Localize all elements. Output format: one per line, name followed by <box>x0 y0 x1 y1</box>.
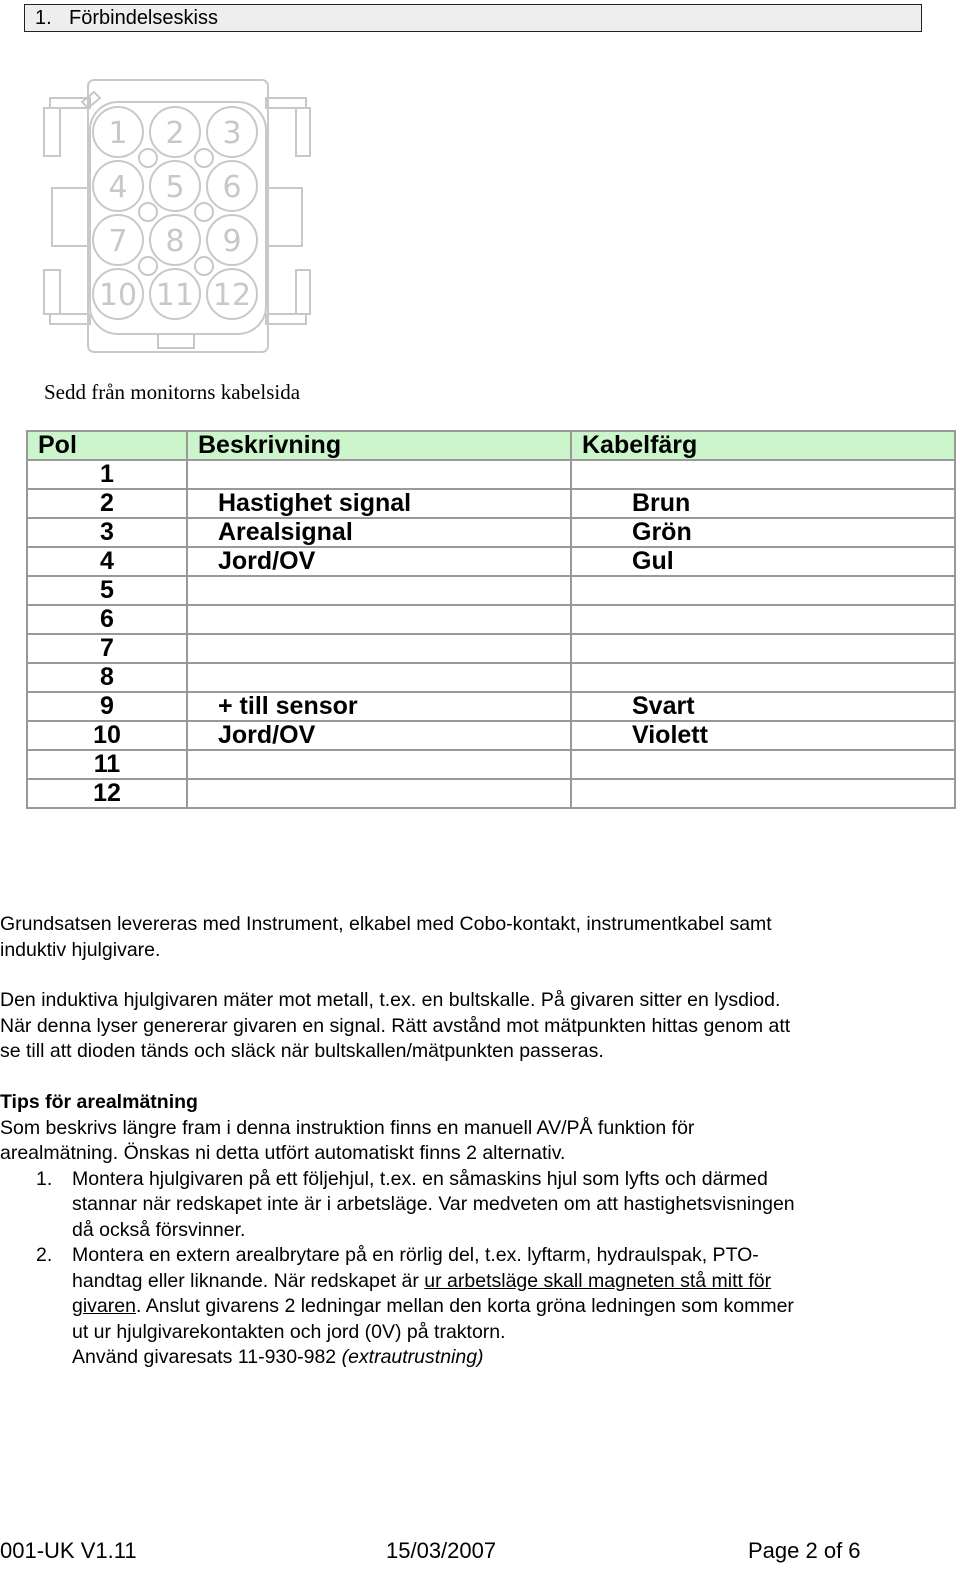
pin-label: 4 <box>108 170 128 205</box>
text-line: induktiv hjulgivare. <box>0 938 161 961</box>
connector-drawing <box>38 76 318 356</box>
table-row <box>27 489 955 518</box>
cell-color <box>571 750 955 779</box>
text-span: handtag eller liknande. När redskapet är <box>72 1269 425 1292</box>
cell-pol: 9 <box>27 692 187 721</box>
cell-description <box>187 605 571 634</box>
text-line: se till att dioden tänds och släck när bultskallen/mätpunkten passeras. <box>0 1040 604 1062</box>
cell-pol: 10 <box>27 721 187 750</box>
list-number: 1. <box>36 1167 53 1190</box>
table-row <box>27 721 955 750</box>
cell-description <box>187 750 571 779</box>
text-line: stannar när redskapet inte är i arbetsläge. Var medveten om att hastighetsvisningen <box>72 1193 795 1215</box>
connector-diagram <box>38 76 318 356</box>
text-line: Som beskrivs längre fram i denna instruktion finns en manuell AV/PÅ funktion för <box>0 1116 695 1139</box>
text-span: . Anslut givarens 2 ledningar mellan den korta gröna ledningen som kommer <box>135 1295 794 1317</box>
table-row <box>27 779 955 808</box>
table-row <box>27 692 955 721</box>
cell-description: Hastighet signal <box>187 489 571 518</box>
pin-label: 11 <box>155 278 195 313</box>
section-number: 1. <box>35 7 52 29</box>
cell-color: Brun <box>571 489 955 518</box>
paragraph-sensor <box>0 988 950 1065</box>
cell-pol: 5 <box>27 576 187 605</box>
pin-label: 6 <box>222 170 242 205</box>
table-header-row <box>27 431 955 460</box>
cell-description <box>187 576 571 605</box>
cell-color: Gul <box>571 547 955 576</box>
pin-label: 12 <box>212 278 252 313</box>
underlined-text: ur arbetsläge skall magneten stå mitt för <box>424 1269 772 1292</box>
text-line: ut ur hjulgivarekontakten och jord (0V) på traktorn. <box>72 1320 506 1343</box>
pin-label: 10 <box>98 278 138 313</box>
cell-description <box>187 779 571 808</box>
table-row <box>27 605 955 634</box>
footer-page: Page 2 of 6 <box>748 1538 861 1563</box>
diagram-caption: Sedd från monitorns kabelsida <box>44 380 301 404</box>
pin-label: 8 <box>165 224 185 259</box>
tips-list <box>0 1167 950 1371</box>
cell-description: + till sensor <box>187 692 571 721</box>
cell-description <box>187 663 571 692</box>
pin-label: 7 <box>108 224 128 259</box>
text-line: Den induktiva hjulgivaren mäter mot metall, t.ex. en bultskalle. På givaren sitter en lysdiod. <box>0 989 781 1011</box>
tips-section <box>0 1090 950 1371</box>
cell-description <box>187 634 571 663</box>
table-row <box>27 518 955 547</box>
footer-doc-id: 001-UK V1.11 <box>0 1538 137 1563</box>
text-line: då också försvinner. <box>72 1218 246 1241</box>
cell-pol: 11 <box>27 750 187 779</box>
table-row <box>27 663 955 692</box>
text-line <box>72 1345 950 1371</box>
list-item <box>0 1167 950 1244</box>
cell-pol: 7 <box>27 634 187 663</box>
text-line: Grundsatsen levereras med Instrument, elkabel med Cobo-kontakt, instrumentkabel samt <box>0 913 772 935</box>
cell-color <box>571 634 955 663</box>
text-line <box>72 1269 950 1295</box>
table-row <box>27 547 955 576</box>
list-item <box>0 1243 950 1371</box>
cell-color <box>571 460 955 489</box>
text-line: Montera hjulgivaren på ett följehjul, t.ex. en såmaskins hjul som lyfts och därmed <box>72 1167 768 1190</box>
cell-description: Jord/OV <box>187 547 571 576</box>
table-row <box>27 576 955 605</box>
cell-color: Violett <box>571 721 955 750</box>
text-line: arealmätning. Önskas ni detta utfört automatiskt finns 2 alternativ. <box>0 1142 566 1164</box>
header-cable-color: Kabelfärg <box>571 431 955 460</box>
text-line: När denna lyser genererar givaren en signal. Rätt avstånd mot mätpunkten hittas genom att <box>0 1014 791 1037</box>
cell-description: Jord/OV <box>187 721 571 750</box>
cell-pol: 8 <box>27 663 187 692</box>
text-line: Montera en extern arealbrytare på en rörlig del, t.ex. lyftarm, hydraulspak, PTO- <box>72 1244 759 1266</box>
cell-color: Svart <box>571 692 955 721</box>
cell-description <box>187 460 571 489</box>
underlined-text: givaren <box>72 1295 136 1317</box>
pin-label: 3 <box>222 116 242 151</box>
text-span: Använd givaresats 11-930-982 <box>72 1346 342 1368</box>
cell-color <box>571 663 955 692</box>
table-row <box>27 750 955 779</box>
header-pol: Pol <box>27 431 187 460</box>
pin-table <box>26 430 956 809</box>
paragraph-contents <box>0 912 950 963</box>
cell-description: Arealsignal <box>187 518 571 547</box>
cell-pol: 6 <box>27 605 187 634</box>
header-description: Beskrivning <box>187 431 571 460</box>
cell-pol: 12 <box>27 779 187 808</box>
footer-date: 15/03/2007 <box>386 1538 497 1563</box>
pin-label: 9 <box>222 224 242 259</box>
tips-heading: Tips för arealmätning <box>0 1091 198 1113</box>
section-header <box>24 4 922 32</box>
cell-color <box>571 779 955 808</box>
italic-text: (extrautrustning) <box>341 1346 484 1368</box>
pin-label: 1 <box>108 116 128 151</box>
cell-pol: 2 <box>27 489 187 518</box>
table-row <box>27 634 955 663</box>
cell-color: Grön <box>571 518 955 547</box>
section-title: Förbindelseskiss <box>69 7 218 29</box>
cell-color <box>571 576 955 605</box>
pin-label: 2 <box>165 116 185 151</box>
table-row <box>27 460 955 489</box>
pin-label: 5 <box>165 170 185 205</box>
cell-pol: 1 <box>27 460 187 489</box>
cell-color <box>571 605 955 634</box>
text-line <box>72 1294 950 1320</box>
list-number: 2. <box>36 1244 53 1266</box>
cell-pol: 4 <box>27 547 187 576</box>
cell-pol: 3 <box>27 518 187 547</box>
